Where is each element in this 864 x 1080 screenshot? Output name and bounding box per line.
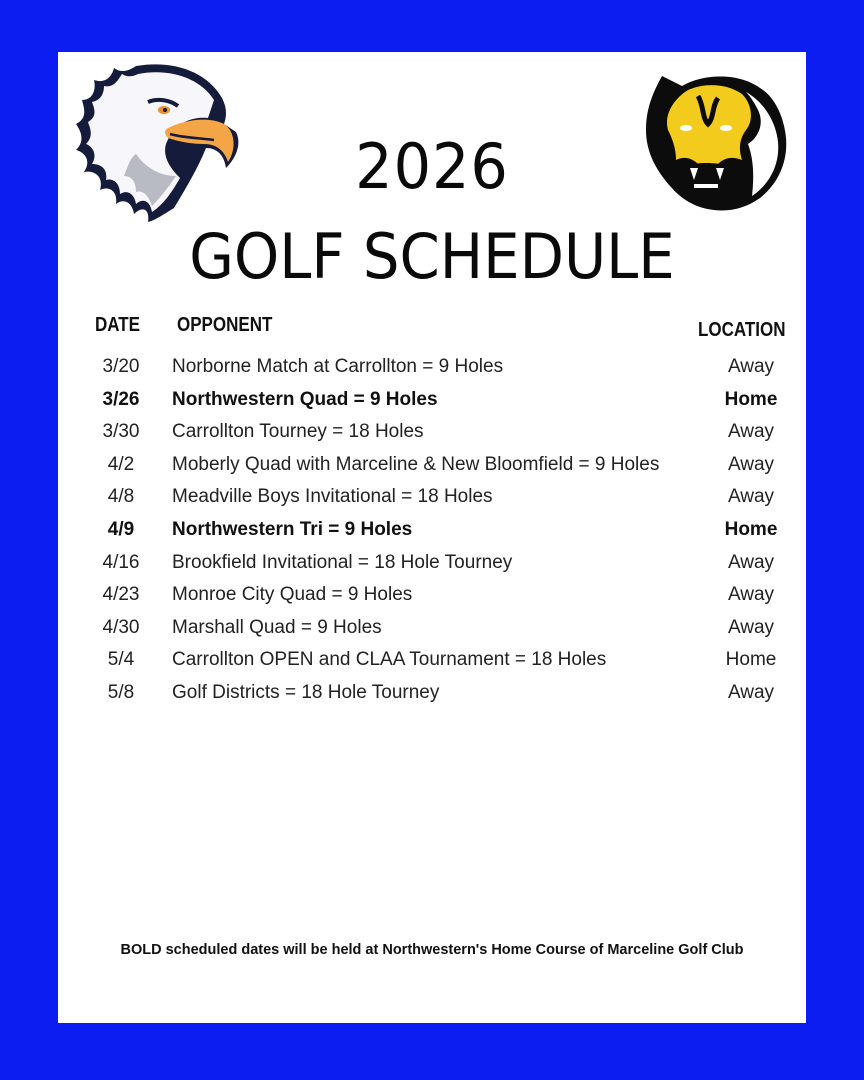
row-date: 3/20 bbox=[102, 356, 140, 377]
table-row bbox=[58, 645, 806, 678]
row-location: Away bbox=[727, 356, 775, 377]
row-date: 4/8 bbox=[107, 486, 135, 508]
row-date: 4/9 bbox=[107, 518, 135, 540]
column-header-location: LOCATION bbox=[698, 319, 786, 341]
row-date: 4/30 bbox=[102, 616, 140, 638]
row-location: Away bbox=[727, 486, 775, 508]
row-date: 4/23 bbox=[102, 584, 140, 606]
row-location: Away bbox=[727, 681, 775, 703]
row-date: 4/2 bbox=[107, 453, 135, 475]
row-date: 5/8 bbox=[107, 681, 135, 703]
row-location: Home bbox=[724, 518, 778, 540]
row-opponent: Moberly Quad with Marceline & New Bloomfield = 9 Holes bbox=[172, 453, 660, 475]
row-opponent: Northwestern Quad = 9 Holes bbox=[172, 388, 438, 410]
row-location: Away bbox=[727, 421, 775, 443]
row-date: 5/4 bbox=[107, 649, 135, 671]
row-date: 4/16 bbox=[102, 551, 140, 573]
table-row bbox=[58, 515, 806, 548]
table-row bbox=[58, 613, 806, 646]
footer-note: BOLD scheduled dates will be held at Northwestern's Home Course of Marceline Golf Club bbox=[120, 942, 744, 958]
row-location: Away bbox=[727, 551, 775, 573]
table-row bbox=[58, 385, 806, 418]
row-opponent: Monroe City Quad = 9 Holes bbox=[172, 584, 413, 606]
row-opponent: Northwestern Tri = 9 Holes bbox=[172, 518, 413, 540]
row-date: 3/26 bbox=[102, 388, 140, 410]
row-location: Away bbox=[727, 584, 775, 606]
row-opponent: Brookfield Invitational = 18 Hole Tourney bbox=[172, 551, 513, 573]
row-opponent: Carrollton OPEN and CLAA Tournament = 18 Holes bbox=[172, 649, 607, 671]
page-title: GOLF SCHEDULE bbox=[189, 220, 675, 293]
row-date: 3/30 bbox=[102, 421, 140, 443]
schedule-table bbox=[58, 352, 806, 711]
schedule-year: 2026 bbox=[355, 130, 509, 203]
row-opponent: Marshall Quad = 9 Holes bbox=[172, 616, 382, 638]
table-row bbox=[58, 678, 806, 711]
table-row bbox=[58, 580, 806, 613]
table-row bbox=[58, 352, 806, 385]
table-row bbox=[58, 548, 806, 581]
schedule-card bbox=[58, 52, 806, 1023]
row-location: Home bbox=[725, 649, 777, 671]
row-location: Away bbox=[727, 453, 775, 475]
column-header-date: DATE bbox=[95, 314, 141, 336]
table-row bbox=[58, 417, 806, 450]
row-opponent: Meadville Boys Invitational = 18 Holes bbox=[172, 486, 493, 508]
row-opponent: Norborne Match at Carrollton = 9 Holes bbox=[172, 356, 504, 377]
row-opponent: Golf Districts = 18 Hole Tourney bbox=[172, 681, 440, 703]
row-opponent: Carrollton Tourney = 18 Holes bbox=[172, 421, 424, 443]
table-row bbox=[58, 450, 806, 483]
table-row bbox=[58, 482, 806, 515]
column-header-opponent: OPPONENT bbox=[177, 314, 273, 336]
row-location: Home bbox=[724, 388, 778, 410]
row-location: Away bbox=[727, 616, 775, 638]
